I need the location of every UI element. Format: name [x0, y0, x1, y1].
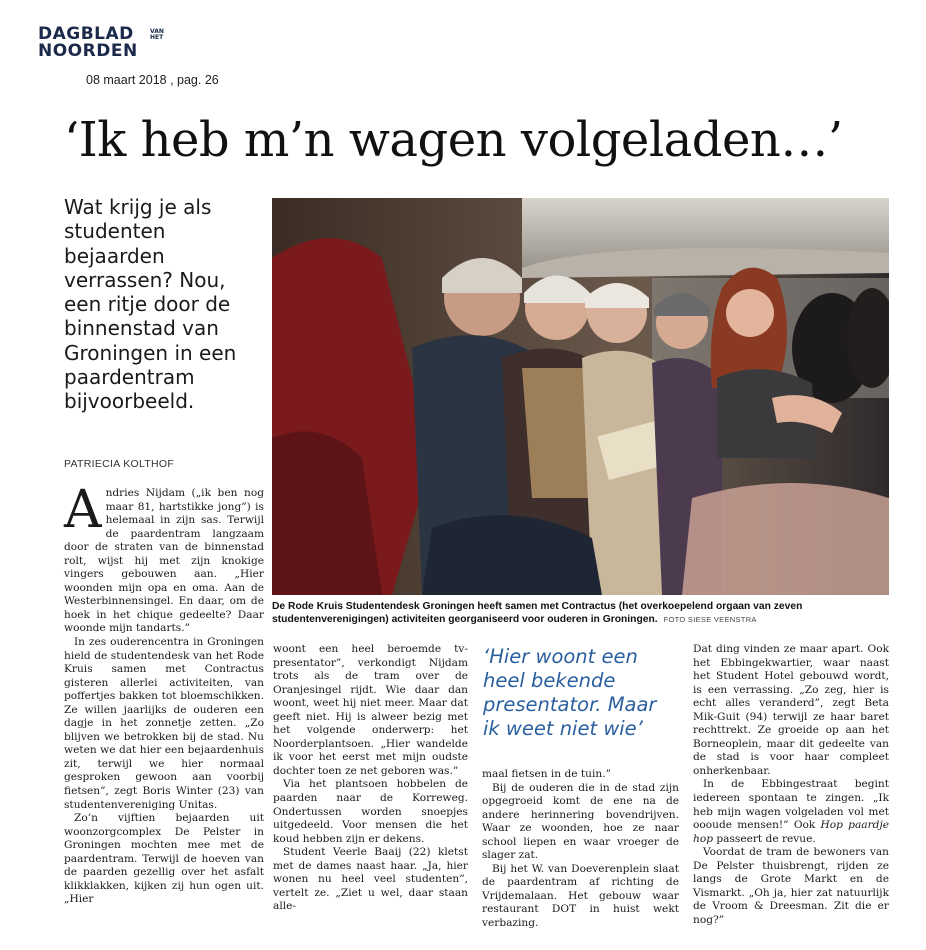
photo-caption [272, 600, 889, 626]
intro-lead: Wat krijg je als studenten bejaarden verrassen? Nou, een ritje door de binnenstad van Groningen in een paardentram bijvoorbeeld. [64, 195, 237, 414]
paragraph: maal fietsen in de tuin.” [482, 768, 611, 780]
paragraph: Dat ding vinden ze maar apart. Ook het Ebbingekwartier, waar naast het Student Hotel gebouwd wordt, is een verrassing. „Zo zeg, hier is echt alles veranderd”, zegt Beta Mik-Guit (94) terwijl ze haar baret rechttrekt. Ze groeide op aan het Borneoplein, maar dit gedeelte van de stad is voor haar compleet onherkenbaar. [693, 643, 889, 777]
article-photo [272, 198, 889, 595]
dateline: 08 maart 2018 , pag. 26 [86, 73, 219, 87]
headline: ‘Ik heb m’n wagen volgeladen…’ [64, 112, 843, 168]
logo-line-2: NOORDEN [38, 41, 138, 61]
caption-text: De Rode Kruis Studentendesk Groningen heeft samen met Contractus (het overkoepelend orgaan van zeven studentenverenigingen) activiteiten georganiseerd voor ouderen in Groningen. [272, 601, 803, 625]
paragraph: Student Veerle Baaij (22) kletst met de dames naast haar. „Ja, hier wonen nu heel veel studenten”, vertelt ze. „Ziet u wel, daar staan alle- [273, 846, 468, 913]
paragraph: Bij het W. van Doeverenplein slaat de paardentram af richting de Vrijdemalaan. Het gebouw waar restaurant DOT in huist wekt verbazing. [482, 862, 679, 930]
pull-quote: ‘Hier woont een heel bekende presentator. Maar ik weet niet wie’ [483, 645, 657, 740]
photo-credit: FOTO SIESE VEENSTRA [663, 615, 757, 624]
logo-vanhet: VAN HET [150, 28, 164, 41]
paragraph: In de Ebbingestraat begint iedereen spontaan te zingen. „Ik heb mijn wagen volgeladen vol met oooude mensen!” Ook Hop paardje hop passeert de revue. [693, 778, 889, 845]
paragraph: woont een heel beroemde tv-presentator”, verkondigt Nijdam trots als de tram over de Oranjesingel rijdt. Wie daar dan woont, weet hij niet meer. Maar dat geeft niet. Hij is alweer bezig met het volgende onderwerp: het Noorderplantsoen. „Hier wandelde ik voor het eerst met mijn oudste dochter toen ze net geboren was.” [273, 643, 468, 777]
body-column-2 [273, 643, 468, 914]
paragraph: Andries Nijdam („ik ben nog maar 81, hartstikke jong”) is helemaal in zijn sas. Terwijl de paardentram langzaam door de straten van de binnenstad rolt, wijst hij met zijn knokige vingers gebouwen aan. „Hier woonden mijn opa en oma. Aan de Westerbinnensingel. En daar, om de hoek in het chique gedeelte? Daar woonde mijn tandarts.” [64, 480, 264, 635]
byline: PATRIECIA KOLTHOF [64, 458, 175, 470]
paragraph: Zo’n vijftien bejaarden uit woonzorgcomplex De Pelster in Groningen mochten mee met de paardentram. Terwijl de hoeven van de paarden gezellig over het asfalt klikklakken, kijken zij hun ogen uit. „Hier [64, 812, 264, 906]
paragraph: Bij de ouderen die in de stad zijn opgegroeid komt de ene na de andere herinnering bovendrijven. Waar ze woonden, hoe ze naar school liepen en waar vroeger de slager zat. [482, 781, 679, 862]
paragraph: In zes ouderencentra in Groningen hield de studentendesk van het Rode Kruis samen met Contractus gisteren allerlei activiteiten, van poffertjes bakken tot bloemschikken. Ze willen jaarlijks de ouderen een dagje in het zonnetje zetten. „Zo blijven we betrokken bij de stad. Nu weten we dat hier een bejaardenhuis zit, terwijl we hier normaal gesproken gewoon aan voorbij fietsen”, zegt Boris Winter (23) van studentenvereniging Unitas. [64, 636, 264, 811]
body-column-3 [482, 768, 679, 931]
logo-line-1: DAGBLAD [38, 24, 134, 44]
photo-illustration [272, 198, 889, 595]
body-column-4 [693, 643, 889, 927]
paragraph: Voordat de tram de bewoners van De Pelster thuisbrengt, rijden ze langs de Grote Markt en de Vismarkt. „Oh ja, hier zat natuurlijk de Vroom & Dreesman. Zit die er nog?” [693, 846, 889, 926]
drop-cap: A [64, 480, 102, 540]
body-column-1 [64, 480, 264, 907]
paragraph: Via het plantsoen hobbelen de paarden naar de Korreweg. Ondertussen worden snoepjes uitgedeeld. Voor mensen die het koud hebben zijn er dekens. [273, 778, 468, 845]
newspaper-logo [38, 26, 178, 66]
